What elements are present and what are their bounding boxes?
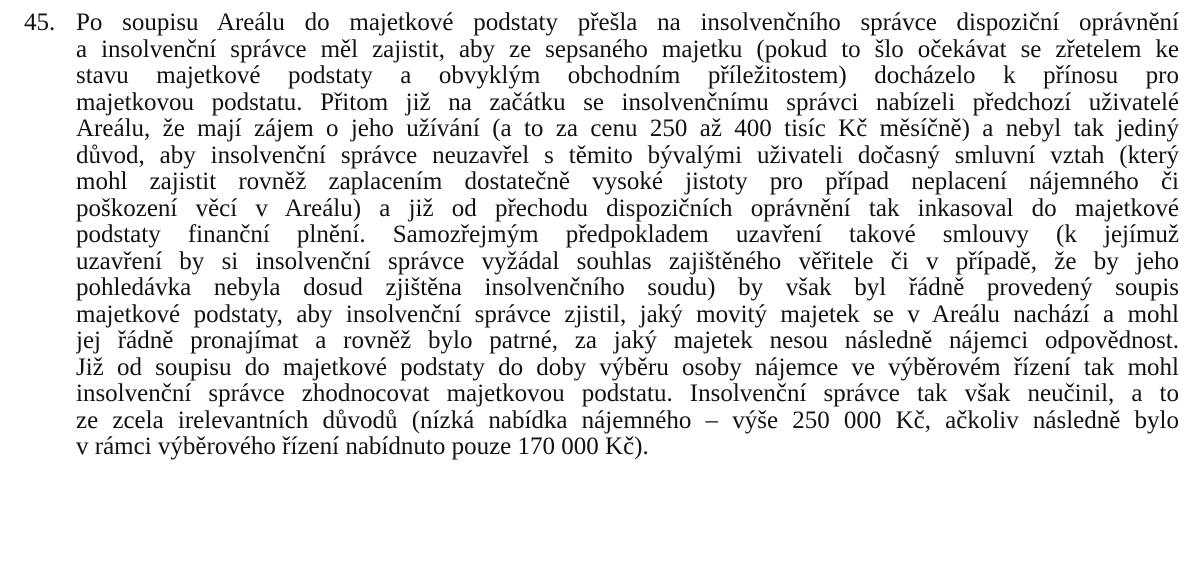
text-line: majetkovou podstatu. Přitom již na začátku se insolvenčnímu správci nabízeli předchozí uživatelé [76,89,1179,116]
text-line: Již od soupisu do majetkové podstaty do doby výběru osoby nájemce ve výběrovém řízení tak mohl [76,354,1179,381]
text-line: v rámci výběrového řízení nabídnuto pouze 170 000 Kč). [76,434,649,460]
paragraph-text [76,10,1179,461]
text-line: mohl zajistit rovněž zaplacením dostatečně vysoké jistoty pro případ neplacení nájemného či [76,169,1179,195]
text-line: insolvenční správce zhodnocovat majetkovou podstatu. Insolvenční správce tak však neučinil, a to [76,381,1179,407]
text-line: pohledávka nebyla dosud zjištěna insolvenčního soudu) by však byl řádně provedený soupis [76,275,1179,301]
text-line: ze zcela irelevantních důvodů (nízká nabídka nájemného – výše 250 000 Kč, ačkoliv následně bylo [76,407,1179,434]
text-line: stavu majetkové podstaty a obvyklým obchodním příležitostem) docházelo k přínosu pro [76,63,1179,89]
text-line: poškození věcí v Areálu) a již od přechodu dispozičních oprávnění tak inkasoval do majetkové [76,195,1179,222]
text-line: důvod, aby insolvenční správce neuzavřel s těmito bývalými uživateli dočasný smluvní vztah (který [76,142,1179,169]
text-line: jej řádně pronajímat a rovněž bylo patrné, za jaký majetek nesou následně nájemci odpovědnost. [76,328,1179,354]
text-line: uzavření by si insolvenční správce vyžádal souhlas zajištěného věřitele či v případě, že by jeho [76,248,1179,275]
text-line: podstaty finanční plnění. Samozřejmým předpokladem uzavření takové smlouvy (k jejímuž [76,222,1179,248]
paragraph-number: 45. [24,9,56,36]
text-line: Areálu, že mají zájem o jeho užívání (a to za cenu 250 až 400 tisíc Kč měsíčně) a nebyl tak jediný [76,116,1179,142]
text-line: Po soupisu Areálu do majetkové podstaty přešla na insolvenčního správce dispoziční oprávnění [76,10,1179,36]
text-line: a insolvenční správce měl zajistit, aby ze sepsaného majetku (pokud to šlo očekávat se zřetelem ke [76,36,1179,63]
text-line: majetkové podstaty, aby insolvenční správce zjistil, jaký movitý majetek se v Areálu nachází a mohl [76,301,1179,328]
